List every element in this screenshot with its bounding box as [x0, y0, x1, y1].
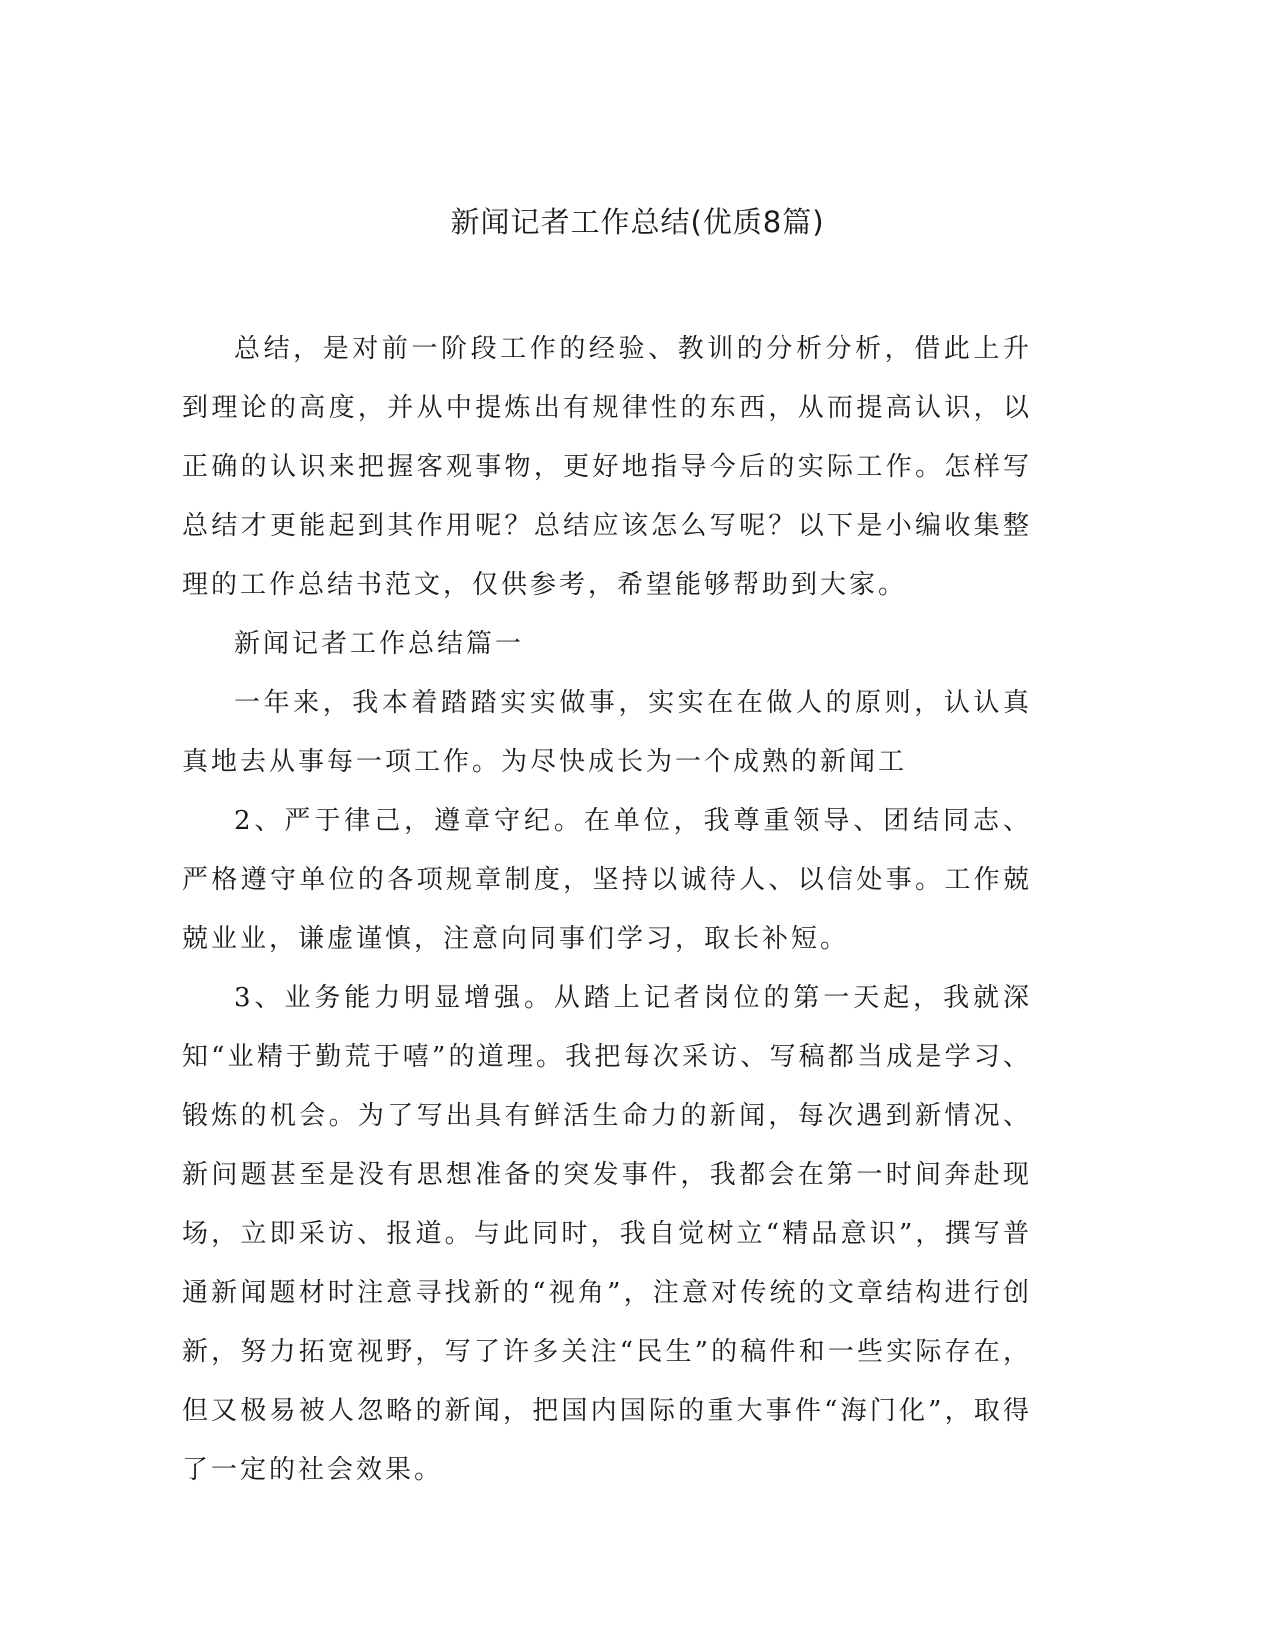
body-paragraph: 2、严于律己，遵章守纪。在单位，我尊重领导、团结同志、严格遵守单位的各项规章制度，坚持以诚待人、以信处事。工作兢兢业业，谦虚谨慎，注意向同事们学习，取长补短。: [182, 806, 1032, 954]
body-paragraph: 一年来，我本着踏踏实实做事，实实在在做人的原则，认认真真地去从事每一项工作。为尽快成长为一个成熟的新闻工: [182, 688, 1032, 777]
section-heading: 新闻记者工作总结篇一: [234, 629, 525, 659]
intro-paragraph: 总结，是对前一阶段工作的经验、教训的分析分析，借此上升到理论的高度，并从中提炼出有规律性的东西，从而提高认识，以正确的认识来把握客观事物，更好地指导今后的实际工作。怎样写总结才更能起到其作用呢？总结应该怎么写呢？以下是小编收集整理的工作总结书范文，仅供参考，希望能够帮助到大家。: [182, 334, 1032, 600]
document-body: [182, 320, 1032, 1500]
document-title: 新闻记者工作总结(优质8篇): [450, 205, 825, 239]
body-paragraph: 3、业务能力明显增强。从踏上记者岗位的第一天起，我就深知“业精于勤荒于嘻”的道理。我把每次采访、写稿都当成是学习、锻炼的机会。为了写出具有鲜活生命力的新闻，每次遇到新情况、新问题甚至是没有思想准备的突发事件，我都会在第一时间奔赴现场，立即采访、报道。与此同时，我自觉树立“精品意识”，撰写普通新闻题材时注意寻找新的“视角”，注意对传统的文章结构进行创新，努力拓宽视野，写了许多关注“民生”的稿件和一些实际存在，但又极易被人忽略的新闻，把国内国际的重大事件“海门化”，取得了一定的社会效果。: [182, 983, 1032, 1485]
